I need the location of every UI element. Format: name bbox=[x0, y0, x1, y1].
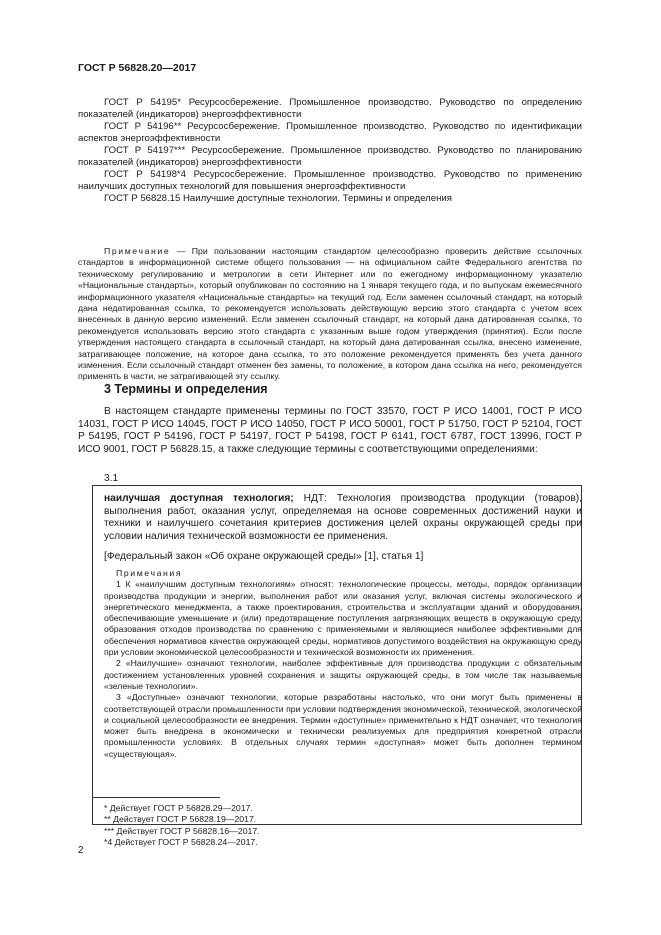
footnote-item: ** Действует ГОСТ Р 56828.19—2017. bbox=[104, 814, 257, 825]
note-text: — При пользовании настоящим стандартом целесообразно проверить действие ссылочных стандартов в информационной системе общего пользования — на официальном сайте Федерального агентства по техническому регулированию и метрологии в сети Интернет или по ежегодному информационному указателю «Национальные стандарты», который опубликован по состоянию на 1 января текущего года, и по выпускам ежемесячного информационного указателя «Национальные стандарты» на текущий год. Если заменен ссылочный стандарт, на который дана недатированная ссылка, то рекомендуется использовать действующую версию этого стандарта с учетом всех внесенных в данную версию изменений. Если заменен ссылочный стандарт, на который дана датированная ссылка, то рекомендуется использовать версию этого стандарта с указанным выше годом утверждения (принятия). Если после утверждения настоящего стандарта в ссылочный стандарт, на который дана датированная ссылка, внесено изменение, затрагивающее положение, на которое дана ссылка, то это положение рекомендуется применять без учета данного изменения. Если ссылочный стандарт отменен без замены, то положение, в котором дана ссылка на него, рекомендуется применять в части, не затрагивающей эту ссылку. bbox=[78, 246, 582, 382]
term-source: [Федеральный закон «Об охране окружающей среды» [1], статья 1] bbox=[104, 551, 424, 562]
page-header: ГОСТ Р 56828.20—2017 bbox=[78, 62, 197, 74]
footnote-item: * Действует ГОСТ Р 56828.29—2017. bbox=[104, 803, 253, 813]
reference-item: ГОСТ Р 54198*4 Ресурсосбережение. Промышленное производство. Руководство по применению наилучших доступных технологий для повышения энергоэффективности bbox=[78, 169, 582, 192]
footnote-item: *4 Действует ГОСТ Р 56828.24—2017. bbox=[104, 837, 258, 848]
reference-list bbox=[78, 97, 582, 205]
term-notes bbox=[104, 568, 582, 760]
term-number: 3.1 bbox=[104, 473, 119, 484]
footnote-separator bbox=[92, 797, 220, 798]
footnote-item: *** Действует ГОСТ Р 56828.16—2017. bbox=[104, 825, 260, 836]
reference-item: ГОСТ Р 54197*** Ресурсосбережение. Промышленное производство. Руководство по планированию показателей (индикаторов) энергоэффективности bbox=[78, 145, 582, 168]
note-item: 3 «Доступные» означают технологии, которые разработаны настолько, что они могут быть применены в соответствующей отрасли промышленности при условии подтверждения экономической, технической, экологической и социальной целесообразности ее внедрения. Термин «доступные» применительно к НДТ означает, что технология может быть внедрена в экономически и технически реализуемых для предприятия конкретной отрасли промышленности условиях. В отдельных случаях термин «доступная» может быть дополнен термином «существующая». bbox=[104, 692, 582, 759]
footnotes bbox=[104, 803, 260, 849]
term-definition bbox=[104, 493, 582, 543]
reference-item: ГОСТ Р 54195* Ресурсосбережение. Промышленное производство. Руководство по определению показателей (индикаторов) энергоэффективности bbox=[78, 97, 582, 120]
term-name: наилучшая доступная технология; bbox=[104, 493, 294, 504]
reference-item: ГОСТ Р 54196** Ресурсосбережение. Промышленное производство. Руководство по идентификации аспектов энергоэффективности bbox=[78, 121, 582, 144]
note-label: Примечание bbox=[104, 246, 171, 256]
note-item: 2 «Наилучшие» означают технологии, наиболее эффективные для производства продукции с обязательным достижением установленных уровней сохранения и защиты окружающей среды, в том числе так называемые «зеленые технологии». bbox=[104, 658, 582, 691]
section-intro: В настоящем стандарте применены термины по ГОСТ 33570, ГОСТ Р ИСО 14001, ГОСТ Р ИСО 14031, ГОСТ Р ИСО 14045, ГОСТ Р ИСО 14050, ГОСТ Р ИСО 50001, ГОСТ Р 51750, ГОСТ Р 52104, ГОСТ Р 54195, ГОСТ Р 54196, ГОСТ Р 54197, ГОСТ Р 54198, ГОСТ Р 6141, ГОСТ 6787, ГОСТ 13996, ГОСТ Р ИСО 9001, ГОСТ Р 56828.15, а также следующие термины с соответствующими определениями: bbox=[78, 406, 582, 455]
page-number: 2 bbox=[78, 845, 84, 856]
notes-label: Примечания bbox=[116, 568, 183, 578]
note-item: 1 К «наилучшим доступным технологиям» относят: технологические процессы, методы, порядок организации производства продукции и энергии, выполнения работ или оказания услуг, включая системы экологического и энергетического менеджмента, а также проектирования, строительства и эксплуатации зданий и оборудования, обеспечивающие уменьшение и (или) предотвращение поступления загрязняющих веществ в окружающую среду, образования отходов производства по сравнению с применяемыми и являющиеся наиболее эффективными для обеспечения нормативов качества окружающей среды, нормативов допустимого воздействия на окружающую среду при условии экономической целесообразности и технической возможности их применения. bbox=[104, 579, 582, 658]
reference-item: ГОСТ Р 56828.15 Наилучшие доступные технологии. Термины и определения bbox=[104, 193, 452, 204]
term-text: НДТ: Технология производства продукции (товаров), выполнения работ, оказания услуг, определяемая на основе современных достижений науки и техники и наилучшего сочетания критериев достижения целей охраны окружающей среды при условии наличия технической возможности ее применения. bbox=[104, 493, 582, 542]
reference-note bbox=[78, 246, 582, 383]
section-title: 3 Термины и определения bbox=[104, 382, 268, 396]
